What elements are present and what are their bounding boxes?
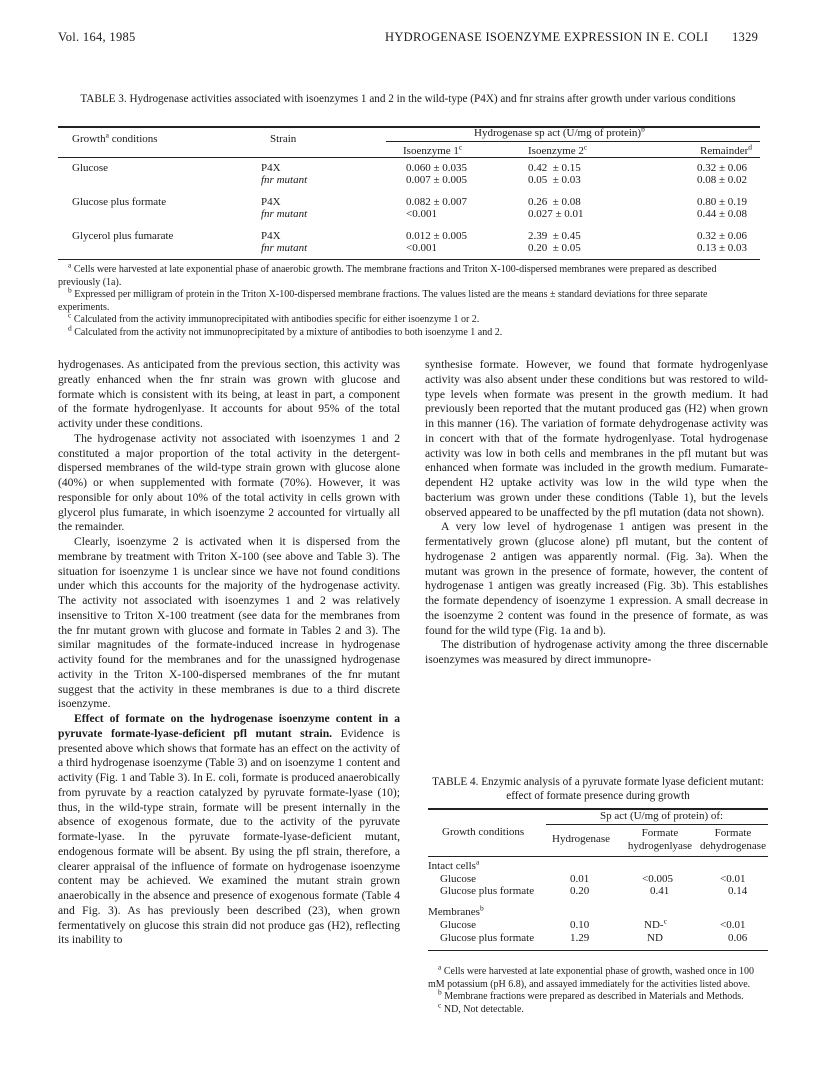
body-paragraph: A very low level of hydrogenase 1 antigen was present in the fermentatively grown (glucose alone) pfl mutant, but the content of hydrogenase 2 antigen was apparently normal. (Fig. 3a). When the mutant was grown in the presence of formate, however, the content of hydrogenase 1 antigen was greatly increased (Fig. 3b). This establishes the formate dependency of isoenzyme 1 expression. A small decrease in the isoenzyme 2 content was found in the presence of formate, as was found for the wild type (Fig. 1a and b). [425,520,768,637]
body-paragraph: The hydrogenase activity not associated with isoenzymes 1 and 2 constituted a major proportion of the total activity in the detergent-dispersed membranes of the wild-type strain grown with glucose alone (40%) or when supplemented with formate (70%). However, it was responsible for only about 10% of the total activity in cells grown with glycerol plus fumarate, in which isoenzyme 2 accounted for virtually all the remainder. [58,431,400,534]
table3-footnote: $^c$ Calculated from the activity immunoprecipitated with antibodies specific for either isoenzyme 1 or 2. [68,310,480,325]
table3-footnotes [58,260,760,339]
table3-header-strain: Strain [270,133,297,145]
table4-footnotes [428,962,768,1016]
table3-row-strain: P4X [261,230,281,242]
table4-footnote: $^a$ Cells were harvested at late exponential phase of growth, washed once in 100 mM potassium (pH 6.8), and assayed immediately for the activities listed above. [428,962,755,990]
table4-row-fhl: <0.005 [642,873,673,885]
table3-row-iso1: 0.082 ± 0.007 [406,196,468,208]
table3-row-iso1: 0.012 ± 0.005 [406,230,468,242]
table4-header-growth: Growth conditions [442,826,525,838]
table3-footnote: $^a$ Cells were harvested at late exponential phase of anaerobic growth. The membrane fractions and Triton X-100-dispersed membranes were prepared as described previously (1a). [58,260,717,288]
right-column [425,358,768,668]
table3-row-strain: P4X [261,162,281,174]
table3-row-iso1: <0.001 [406,242,437,254]
table3-top-rule [58,126,760,128]
table3-row-remainder: 0.32 ± 0.06 [697,230,748,242]
left-column [58,358,400,948]
table4-row-fhl: ND [647,932,663,944]
table3-bottom-rule [58,259,760,260]
table4-footnote: $^c$ ND, Not detectable. [438,1000,524,1015]
table3-row-iso2: 0.26 ± 0.08 [528,196,581,208]
table4-row-fdh: 0.06 [728,932,748,944]
table4-section-label: Intact cells$^a$ [428,857,480,872]
table4-row-fdh: 0.14 [728,885,748,897]
running-head-volume: Vol. 164, 1985 [58,30,136,44]
table3-row-strain: P4X [261,196,281,208]
table4-footnote: $^b$ Membrane fractions were prepared as described in Materials and Methods. [438,987,744,1002]
table3-row-remainder: 0.44 ± 0.08 [697,208,748,220]
body-paragraph: Clearly, isoenzyme 2 is activated when it is dispersed from the membrane by treatment with Triton X-100 (see above and Table 3). The situation for isoenzyme 1 is unclear since we have not found conditions under which this accounts for the majority of the hydrogenase activity. The activity not associated with isoenzymes 1 and 2 was relatively insensitive to Triton X-100 treatment (see data for the membranes from the fnr mutant grown with glucose and formate in Tables 2 and 3). The similar magnitudes of the formate-induced increase in hydrogenase activity found for the membranes and for the unassigned hydrogenase activity in the Triton X-100-dispersed membranes of the fnr mutant suggest that the activity in these membranes is due to a third discrete isoenzyme. [58,535,400,711]
table3-row-iso1: <0.001 [406,208,437,220]
body-paragraph: synthesise formate. However, we found that formate hydrogenlyase activity was also absent under these conditions but was restored to wild-type levels when formate was present in the growth medium. It had previously been reported that the mutant produced gas (H2) when grown in this manner (16). The variation of formate dehydrogenase activity was in concert with that of the formate hydrogenlyase. Total hydrogenase activity was low in both cells and membranes in the pfl mutant but was enhanced when formate was included in the growth medium. Fumarate-dependent H2 uptake activity was low in the wild type when the bacterium was grown under these conditions (Table 1), but the levels observed appeared to be unaffected by the pfl mutation (data not shown). [425,358,768,519]
table4-row-hydrogenase: 1.29 [570,932,590,944]
table3-header-growth: Growth$^a$ conditions [72,130,158,145]
table4-row-condition: Glucose plus formate [440,932,535,944]
table4-section-label: Membranes$^b$ [428,903,484,918]
table3-header-span: Hydrogenase sp act (U/mg of protein)$^b$ [474,124,645,139]
table3-span-rule [386,141,760,142]
table3-row-strain: fnr mutant [261,208,308,220]
table4-header-fdh: Formate dehydrogenase [700,827,766,852]
table4-header-fhl: Formate hydrogenlyase [627,827,693,852]
table4-row-fdh: <0.01 [720,919,746,931]
body-paragraph: The distribution of hydrogenase activity among the three discernable isoenzymes was measured by direct immunopre- [425,638,768,666]
running-head-title: HYDROGENASE ISOENZYME EXPRESSION IN E. COLI [385,30,709,44]
table4-row-fhl: 0.41 [650,885,670,897]
table4-row-fhl: ND-$^c$ [644,916,667,931]
table4-row-condition: Glucose [440,873,477,885]
body-paragraph: Effect of formate on the hydrogenase isoenzyme content in a pyruvate formate-lyase-deficient pfl mutant strain. Evidence is presented above which shows that formate has an effect on the activity of a third hydrogenase isoenzyme (Table 3) and on isoenzyme 1 content and activity (Fig. 1 and Table 3). In E. coli, formate is produced anaerobically from pyruvate by a reaction catalyzed by pyruvate formate-lyase (10); thus, in the wild-type strain, formate will be present internally in the absence of exogenous formate, due to the activity of the pyruvate formate-lyase. In the pyruvate formate-lyase-deficient mutant, endogenous formate will be absent. By using the pfl strain, therefore, a clearer appraisal of the influence of formate on hydrogenase isoenzyme content may be achieved. We examined the mutant strain grown anaerobically in the absence and presence of exogenous formate (Table 4 and Fig. 3). As has previously been described (23), when grown fermentatively on glucose this strain did not produce gas (H2), reflecting its inability to [58,712,400,947]
table4-row-hydrogenase: 0.01 [570,873,590,885]
table4-bottom-rule [428,950,768,951]
table4-span-rule [546,824,768,825]
table3-caption: TABLE 3. Hydrogenase activities associated with isoenzymes 1 and 2 in the wild-type (P4X) and fnr strains after growth under various conditions [80,93,736,105]
table3-row-iso2: 0.42 ± 0.15 [528,162,581,174]
table3-row-remainder: 0.80 ± 0.19 [697,196,748,208]
running-head-page: 1329 [732,30,759,44]
table4-header-span: Sp act (U/mg of protein) of: [600,810,724,822]
table4-caption: TABLE 4. Enzymic analysis of a pyruvate formate lyase deficient mutant: effect of formate presence during growth [432,776,764,802]
table3-row-iso2: 0.027 ± 0.01 [528,208,584,220]
table3-row-condition: Glucose [72,162,109,174]
table3-row-remainder: 0.08 ± 0.02 [697,174,748,186]
table4-row-fdh: <0.01 [720,873,746,885]
table3-footnote: $^b$ Expressed per milligram of protein in the Triton X-100-dispersed membrane fractions. The values listed are the means ± standard deviations for three separate experiments. [58,285,708,313]
table3-header-iso1: Isoenzyme 1$^c$ [403,142,463,157]
table3-row-iso1: 0.060 ± 0.035 [406,162,468,174]
table3-header-iso2: Isoenzyme 2$^c$ [528,142,588,157]
table3-row-iso1: 0.007 ± 0.005 [406,174,468,186]
table3-row-condition: Glucose plus formate [72,196,167,208]
table3-row-condition: Glycerol plus fumarate [72,230,174,242]
table3-row-iso2: 0.20 ± 0.05 [528,242,581,254]
table4-row-condition: Glucose plus formate [440,885,535,897]
table3-header-rule [58,157,760,158]
table4-header-hydrogenase: Hydrogenase [552,833,611,845]
table3-row-strain: fnr mutant [261,174,308,186]
table3-row-remainder: 0.32 ± 0.06 [697,162,748,174]
body-paragraph: hydrogenases. As anticipated from the previous section, this activity was greatly enhanced when the fnr strain was grown with glucose and formate which is consistent with its being, at least in part, a component of the formate hydrogenlyase. It accounts for about 95% of the total activity under these conditions. [58,358,400,430]
table4-row-hydrogenase: 0.20 [570,885,590,897]
table4-row-hydrogenase: 0.10 [570,919,590,931]
table3-row-iso2: 2.39 ± 0.45 [528,230,581,242]
table3-row-remainder: 0.13 ± 0.03 [697,242,748,254]
section-heading: Effect of formate on the hydrogenase isoenzyme content in a pyruvate formate-lyase-deficient pfl mutant strain. [58,712,400,740]
table3-header-remainder: Remainder$^d$ [700,142,753,157]
table3-row-iso2: 0.05 ± 0.03 [528,174,581,186]
table3-footnote: $^d$ Calculated from the activity not immunoprecipitated by a mixture of antibodies to both isoenzyme 1 and 2. [68,323,503,338]
table4-row-condition: Glucose [440,919,477,931]
table3-row-strain: fnr mutant [261,242,308,254]
